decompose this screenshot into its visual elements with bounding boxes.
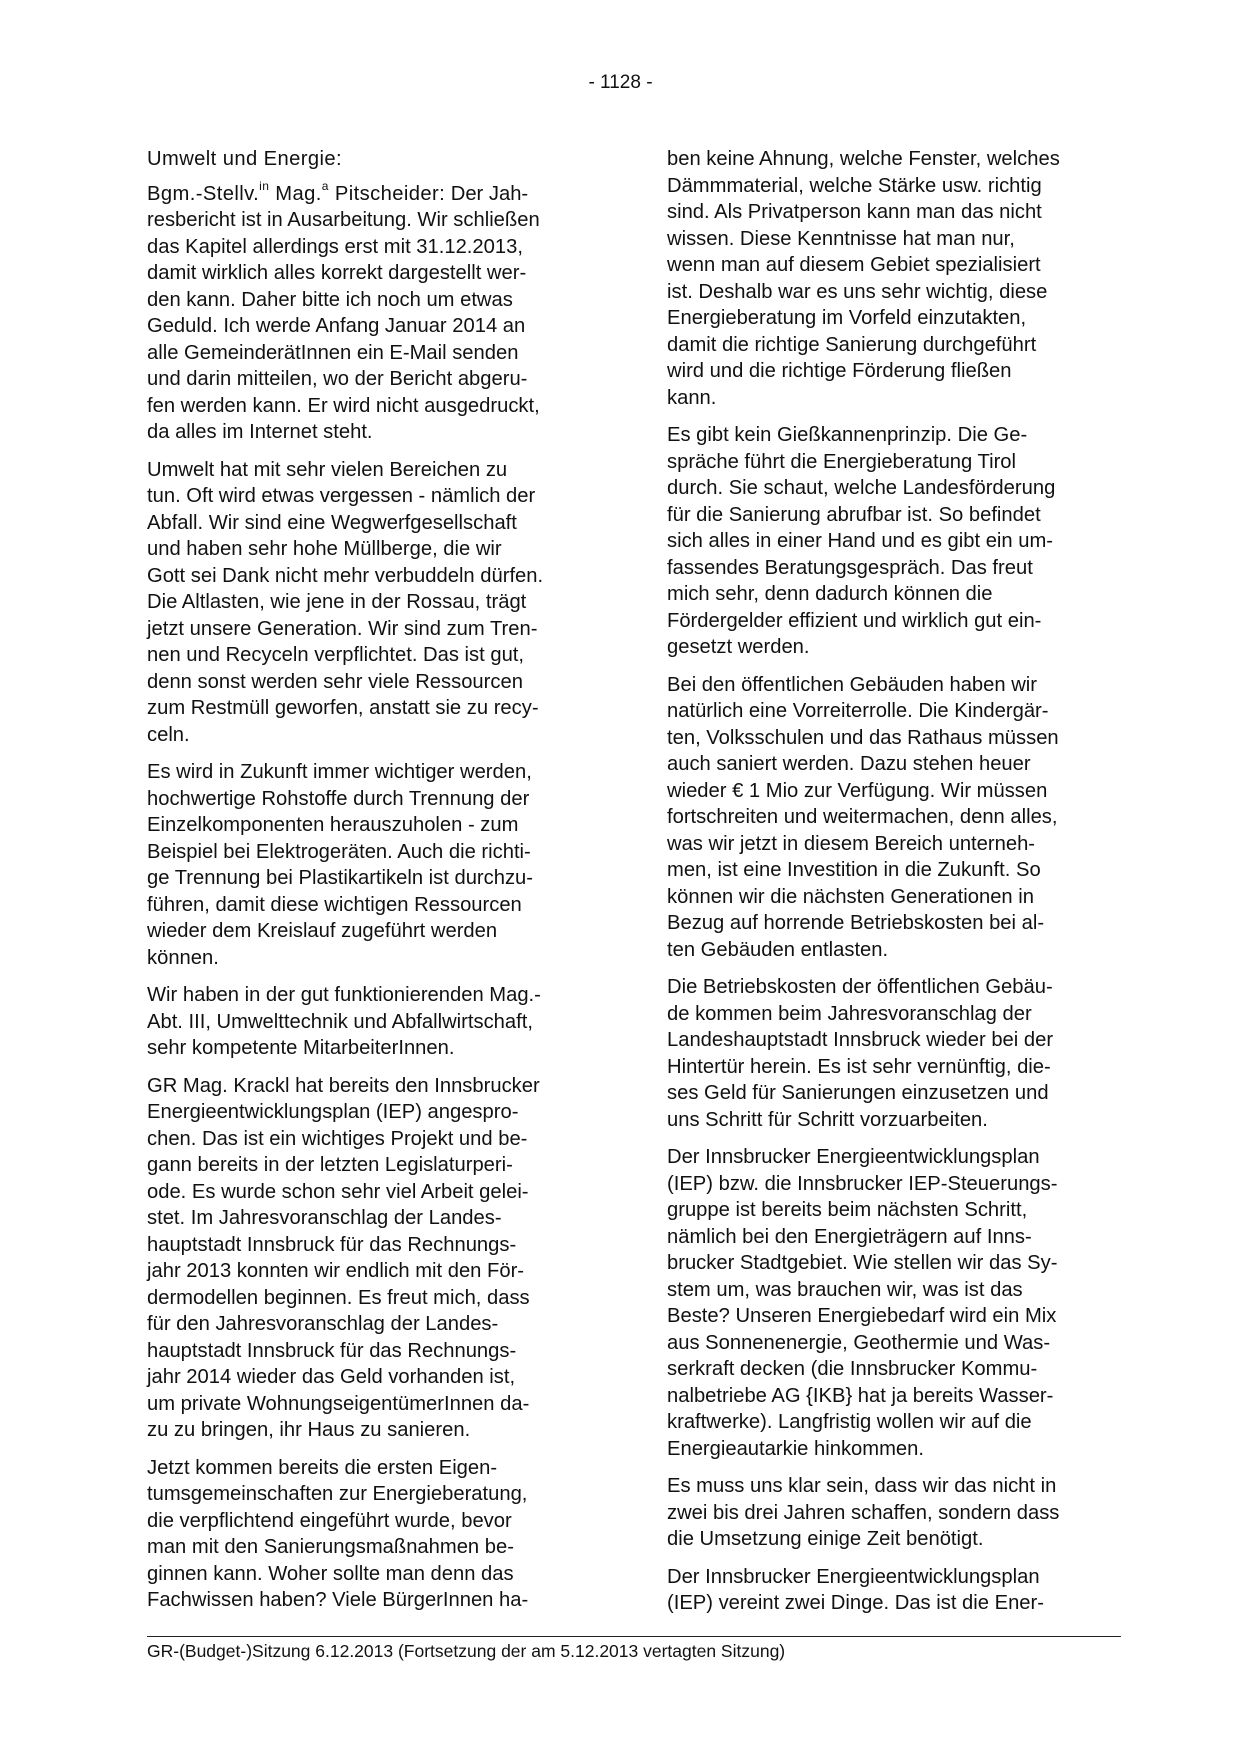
text-line: gann bereits in der letzten Legislaturperi- [147, 1154, 513, 1176]
text-line: Geduld. Ich werde Anfang Januar 2014 an [147, 315, 526, 337]
text-line: führen, damit diese wichtigen Ressourcen [147, 893, 522, 916]
section-heading: Umwelt und Energie: [147, 148, 342, 170]
text-line: (IEP) vereint zwei Dinge. Das ist die Ener- [667, 1592, 1044, 1614]
text-line: sind. Als Privatperson kann man das nicht [667, 201, 1042, 223]
text-line: aus Sonnenenergie, Geothermie und Was- [667, 1331, 1051, 1354]
text-line: denn sonst werden sehr viele Ressourcen [147, 670, 523, 693]
text-line: alle GemeinderätInnen ein E-Mail senden [147, 341, 519, 364]
text-line: nämlich bei den Energieträgern auf Inns- [667, 1225, 1032, 1248]
footer-divider [147, 1636, 1121, 1637]
text-line: Einzelkomponenten herauszuholen - zum [147, 814, 519, 836]
speaker-name [147, 178, 446, 205]
text-line: stet. Im Jahresvoranschlag der Landes- [147, 1207, 502, 1229]
paragraph [147, 759, 597, 971]
text-line: ten Gebäuden entlasten. [667, 938, 889, 961]
text-line: und haben sehr hohe Müllberge, die wir [147, 538, 502, 560]
text-line: sich alles in einer Hand und es gibt ein um- [667, 530, 1054, 552]
paragraph [147, 457, 597, 749]
text-line: Umwelt hat mit sehr vielen Bereichen zu [147, 458, 508, 481]
text-line: ginnen kann. Woher sollte man denn das [147, 1562, 514, 1585]
text-line: natürlich eine Vorreiterrolle. Die Kindergär- [667, 700, 1049, 722]
paragraph [147, 1455, 597, 1614]
text-line: fortschreiten und weitermachen, denn alles, [667, 806, 1058, 828]
text-line: gruppe ist bereits beim nächsten Schritt, [667, 1199, 1028, 1221]
text-line: den kann. Daher bitte ich noch um etwas [147, 288, 513, 311]
text-line: Es wird in Zukunft immer wichtiger werden, [147, 761, 532, 783]
text-line: brucker Stadtgebiet. Wie stellen wir das Sy- [667, 1252, 1058, 1274]
text-line: ses Geld für Sanierungen einzusetzen und [667, 1082, 1049, 1104]
right-paragraphs [667, 146, 1127, 1617]
text-line: damit die richtige Sanierung durchgeführt [667, 333, 1037, 356]
text-line: Die Betriebskosten der öffentlichen Gebäu- [667, 976, 1053, 998]
text-line: gesetzt werden. [667, 636, 810, 658]
text-line: und darin mitteilen, wo der Bericht abgeru- [147, 368, 528, 390]
text-line: stem um, was brauchen wir, was ist das [667, 1278, 1023, 1301]
text-line: Es gibt kein Gießkannenprinzip. Die Ge- [667, 424, 1028, 446]
text-line: celn. [147, 723, 190, 746]
text-line: das Kapitel allerdings erst mit 31.12.2013, [147, 235, 523, 258]
text-line: Wir haben in der gut funktionierenden Mag.- [147, 984, 541, 1006]
text-line: Bezug auf horrende Betriebskosten bei al- [667, 912, 1045, 934]
text-line: mich sehr, denn dadurch können die [667, 583, 993, 605]
text-line: hauptstadt Innsbruck für das Rechnungs- [147, 1233, 517, 1256]
text-line: dermodellen beginnen. Es freut mich, dass [147, 1286, 530, 1309]
text-line: Hintertür herein. Es ist sehr vernünftig, die- [667, 1055, 1051, 1078]
text-line: ist. Deshalb war es uns sehr wichtig, diese [667, 280, 1048, 303]
speaker-part: Pitscheider: [328, 182, 446, 205]
text-line [147, 178, 597, 208]
text-line: ge Trennung bei Plastikartikeln ist durchzu- [147, 867, 534, 889]
text-line: auch saniert werden. Dazu stehen heuer [667, 753, 1031, 775]
text-line: für die Sanierung abrufbar ist. So befindet [667, 503, 1041, 526]
text-line: zu zu bringen, ihr Haus zu sanieren. [147, 1419, 471, 1441]
text-line: fassendes Beratungsgespräch. Das freut [667, 556, 1033, 579]
text-line: jahr 2013 konnten wir endlich mit den För- [147, 1260, 525, 1282]
text-line: de kommen beim Jahresvoranschlag der [667, 1002, 1032, 1025]
text-line: Bei den öffentlichen Gebäuden haben wir [667, 673, 1038, 696]
text-line: hauptstadt Innsbruck für das Rechnungs- [147, 1339, 517, 1362]
text-line: man mit den Sanierungsmaßnahmen be- [147, 1536, 514, 1558]
text-line: Dämmmaterial, welche Stärke usw. richtig [667, 174, 1042, 197]
text-line: uns Schritt für Schritt vorzuarbeiten. [667, 1108, 988, 1131]
page-number: - 1128 - [588, 72, 653, 93]
text-line: tumsgemeinschaften zur Energieberatung, [147, 1483, 528, 1505]
text-line: Beste? Unseren Energiebedarf wird ein Mix [667, 1305, 1057, 1327]
text-line: was wir jetzt in diesem Bereich unterneh- [667, 832, 1036, 855]
line-text: Der Jah- [445, 182, 529, 205]
text-line: wieder € 1 Mio zur Verfügung. Wir müssen [667, 779, 1048, 802]
text-line: ben keine Ahnung, welche Fenster, welches [667, 148, 1060, 170]
paragraph [667, 974, 1127, 1133]
paragraph [667, 422, 1127, 661]
text-line: Die Altlasten, wie jene in der Rossau, trägt [147, 591, 527, 613]
paragraph [147, 1073, 597, 1444]
text-line: wieder dem Kreislauf zugeführt werden [147, 920, 498, 942]
text-line: Fördergelder effizient und wirklich gut ein- [667, 609, 1042, 632]
text-line: nen und Recyceln verpflichtet. Das ist gut, [147, 644, 525, 666]
paragraph [147, 178, 597, 446]
superscript: in [259, 178, 270, 193]
text-line: Energieautarkie hinkommen. [667, 1437, 924, 1460]
text-line: nalbetriebe AG {IKB} hat ja bereits Wasser- [667, 1384, 1054, 1407]
text-line: tun. Oft wird etwas vergessen - nämlich der [147, 485, 536, 507]
text-line: (IEP) bzw. die Innsbrucker IEP-Steuerungs- [667, 1172, 1058, 1195]
text-line: kraftwerke). Langfristig wollen wir auf die [667, 1411, 1032, 1433]
text-line: hochwertige Rohstoffe durch Trennung der [147, 787, 530, 810]
paragraph [667, 146, 1127, 411]
text-line: für den Jahresvoranschlag der Landes- [147, 1313, 499, 1335]
text-line: spräche führt die Energieberatung Tirol [667, 450, 1017, 473]
paragraph [667, 1144, 1127, 1462]
text-line: jahr 2014 wieder das Geld vorhanden ist, [147, 1366, 516, 1388]
text-line: da alles im Internet steht. [147, 421, 373, 443]
text-line: Es muss uns klar sein, dass wir das nicht in [667, 1475, 1057, 1497]
text-line: wird und die richtige Förderung fließen [667, 360, 1012, 382]
speaker-part: Bgm.-Stellv. [147, 182, 260, 205]
text-line: Der Innsbrucker Energieentwicklungsplan [667, 1565, 1040, 1588]
text-line: Beispiel bei Elektrogeräten. Auch die richti- [147, 840, 531, 863]
text-line: durch. Sie schaut, welche Landesförderung [667, 477, 1056, 499]
text-line: resbericht ist in Ausarbeitung. Wir schließen [147, 209, 540, 231]
right-column [667, 146, 1127, 1628]
text-line: men, ist eine Investition in die Zukunft. So [667, 859, 1041, 881]
page-footer: GR-(Budget-)Sitzung 6.12.2013 (Fortsetzung der am 5.12.2013 vertagten Sitzung) [147, 1641, 786, 1661]
text-line: zwei bis drei Jahren schaffen, sondern dass [667, 1501, 1060, 1524]
text-line: fen werden kann. Er wird nicht ausgedruckt, [147, 394, 540, 417]
speaker-part: Mag. [269, 182, 322, 205]
text-line: um private WohnungseigentümerInnen da- [147, 1392, 530, 1415]
text-line: die Umsetzung einige Zeit benötigt. [667, 1528, 984, 1550]
text-line: sehr kompetente MitarbeiterInnen. [147, 1037, 455, 1059]
text-line: Der Innsbrucker Energieentwicklungsplan [667, 1146, 1040, 1168]
text-line: die verpflichtend eingeführt wurde, bevor [147, 1509, 512, 1532]
paragraph [667, 672, 1127, 964]
text-line: serkraft decken (die Innsbrucker Kommu- [667, 1358, 1038, 1380]
paragraph [667, 1564, 1127, 1617]
text-line: jetzt unsere Generation. Wir sind zum Tren- [147, 617, 538, 640]
text-line: zum Restmüll geworfen, anstatt sie zu recy- [147, 697, 539, 719]
text-line: Abfall. Wir sind eine Wegwerfgesellschaft [147, 511, 517, 534]
text-line: Energieentwicklungsplan (IEP) angespro- [147, 1101, 519, 1123]
text-line: wissen. Diese Kenntnisse hat man nur, [667, 227, 1015, 250]
text-line: damit wirklich alles korrekt dargestellt wer- [147, 262, 527, 284]
text-line: können. [147, 946, 219, 969]
text-line: Landeshauptstadt Innsbruck wieder bei der [667, 1029, 1054, 1051]
text-line: Jetzt kommen bereits die ersten Eigen- [147, 1456, 498, 1479]
text-line: Fachwissen haben? Viele BürgerInnen ha- [147, 1589, 529, 1611]
text-line: Abt. III, Umwelttechnik und Abfallwirtschaft, [147, 1010, 533, 1033]
paragraph [147, 982, 597, 1062]
text-line: wenn man auf diesem Gebiet spezialisiert [667, 254, 1041, 276]
text-line: GR Mag. Krackl hat bereits den Innsbrucker [147, 1074, 540, 1097]
text-line: ten, Volksschulen und das Rathaus müssen [667, 726, 1059, 749]
left-column [147, 146, 597, 1625]
left-paragraphs [147, 178, 597, 1614]
paragraph [667, 1473, 1127, 1553]
text-line: können wir die nächsten Generationen in [667, 885, 1034, 908]
text-line: chen. Das ist ein wichtiges Projekt und be- [147, 1127, 528, 1150]
superscript: a [321, 178, 329, 193]
text-line: Gott sei Dank nicht mehr verbuddeln dürfen. [147, 564, 544, 587]
text-line: ode. Es wurde schon sehr viel Arbeit gelei- [147, 1180, 529, 1203]
text-line: Energieberatung im Vorfeld einzutakten, [667, 307, 1027, 329]
text-line: kann. [667, 386, 717, 409]
